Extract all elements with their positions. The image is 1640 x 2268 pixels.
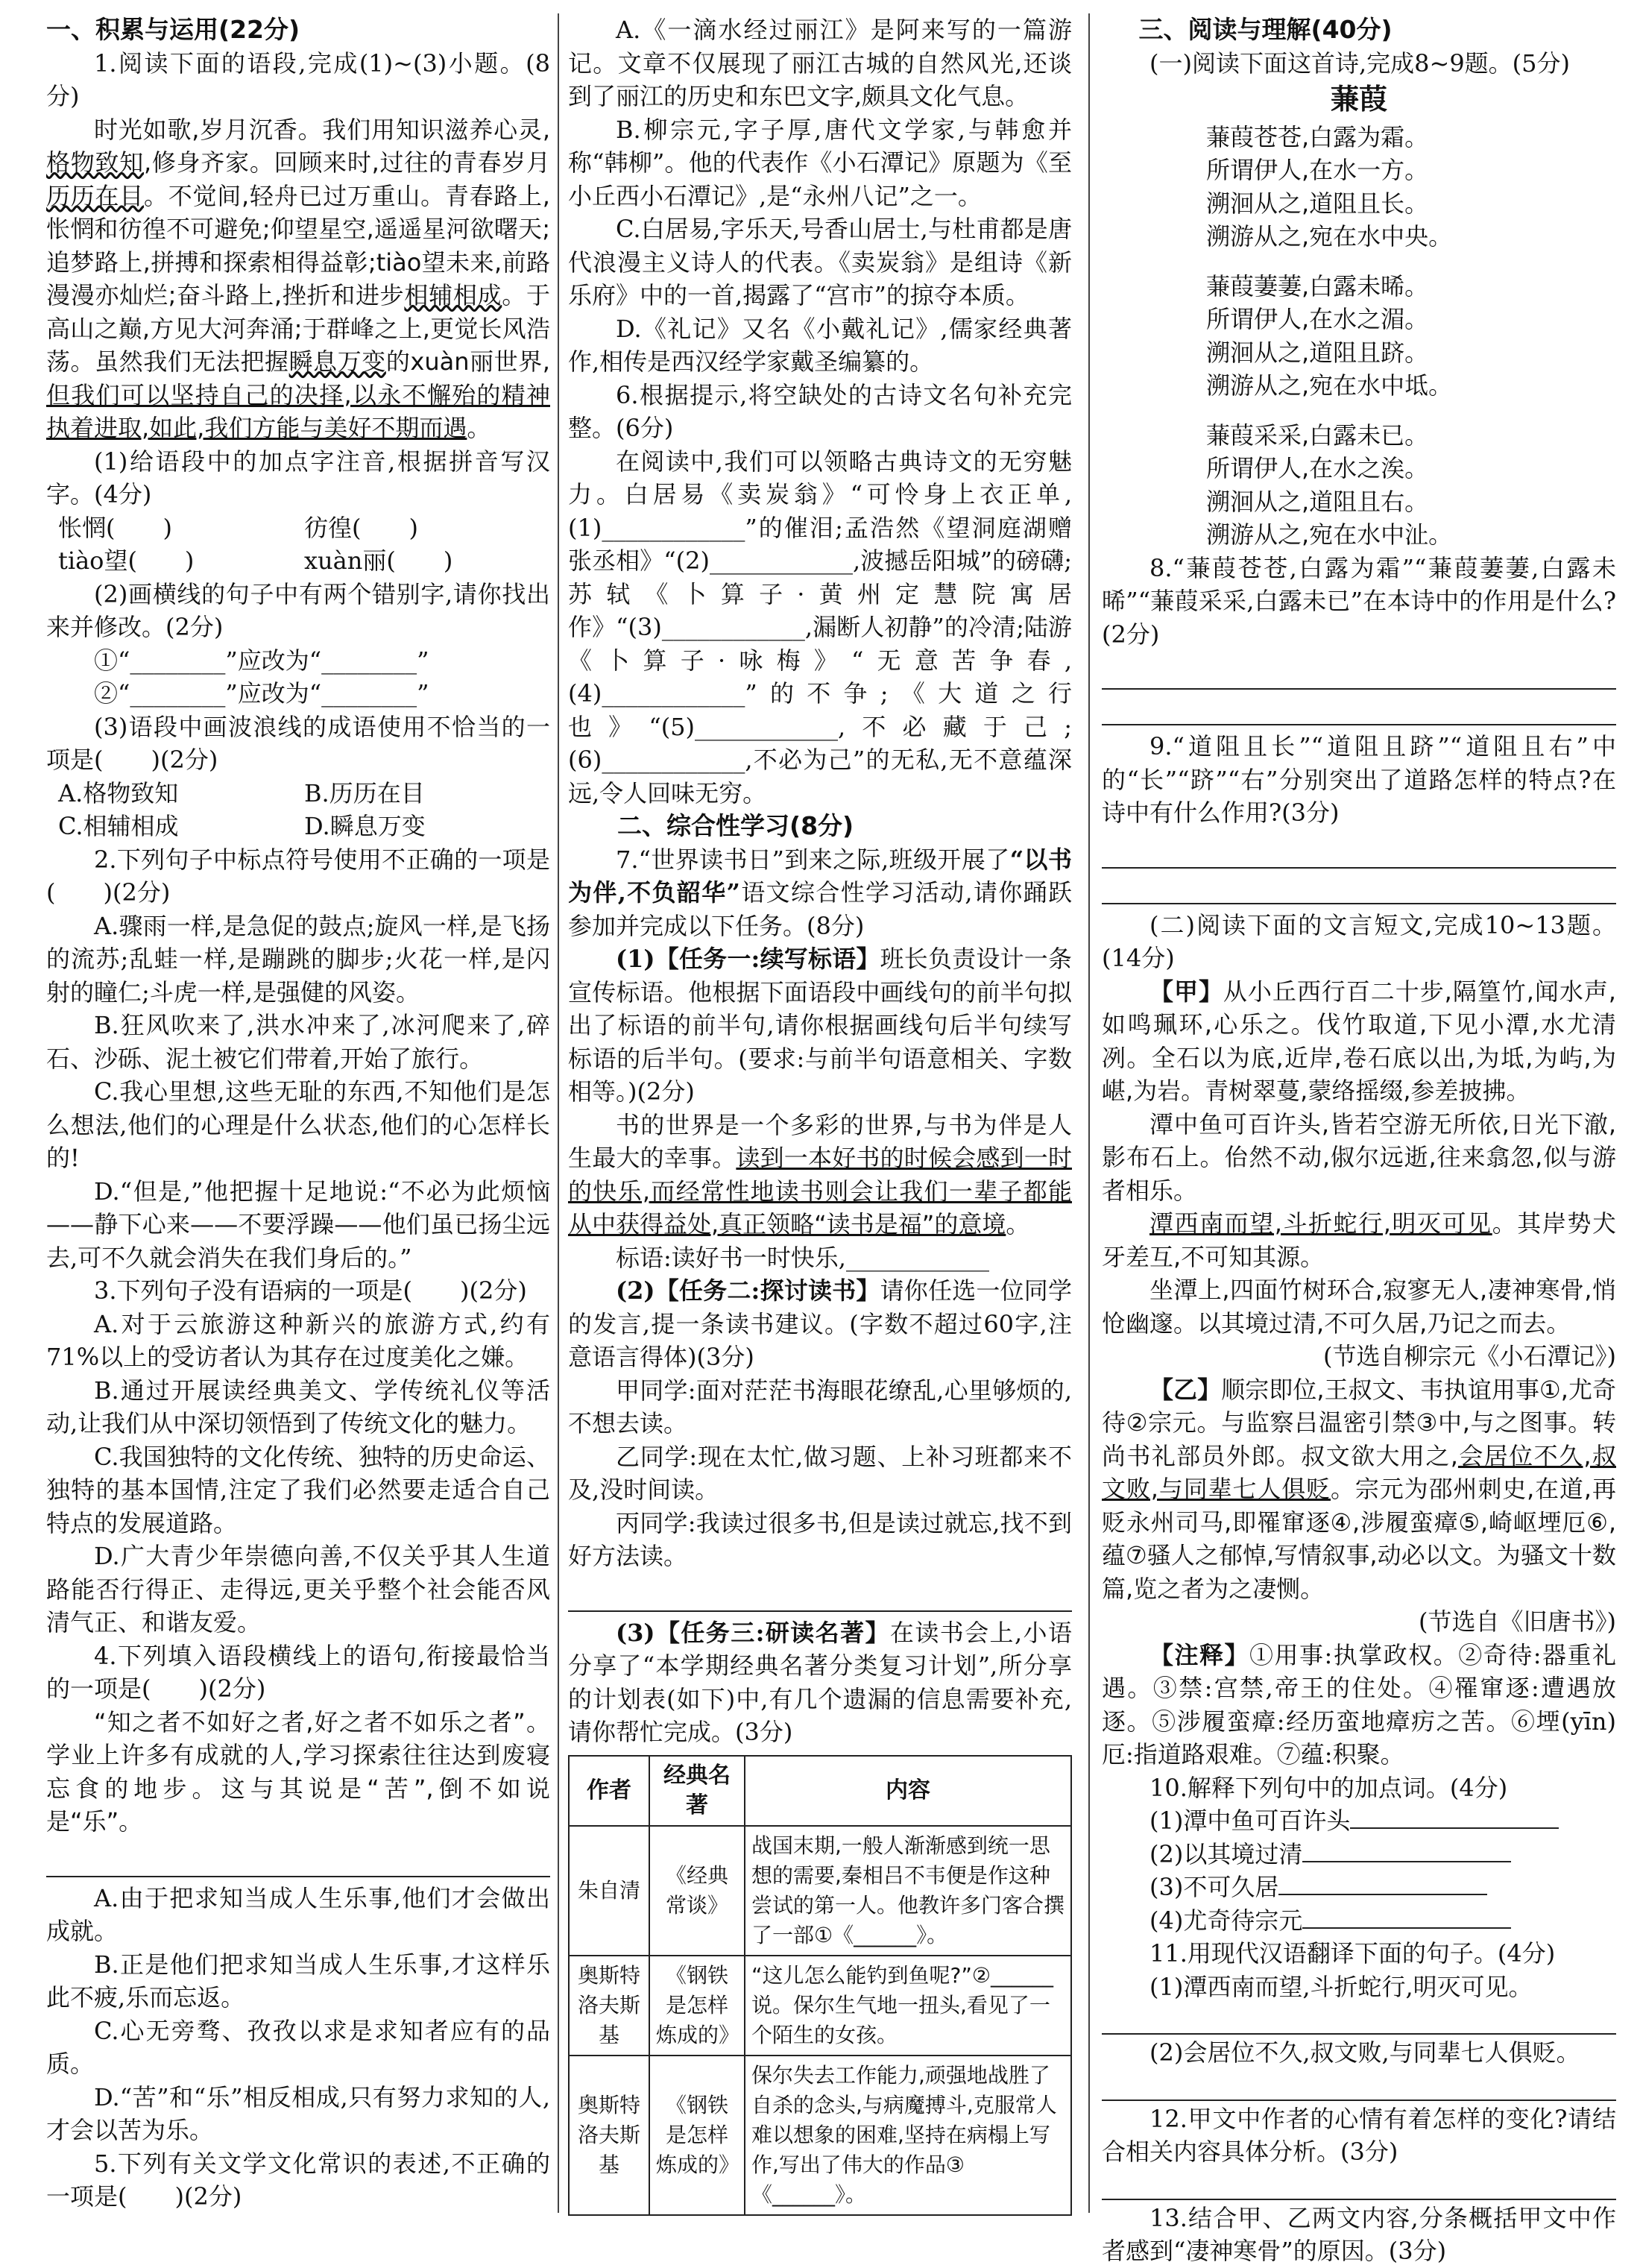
student-yi: 乙同学:现在太忙,做习题、上补习班都来不及,没时间读。 bbox=[568, 1442, 1072, 1504]
question-9: 9.“道阻且长”“道阻且跻”“道阻且右”中的“长”“跻”“右”分别突出了道路怎样的特点?在诗中有什么作用?(3分) bbox=[1102, 732, 1616, 827]
passage-yi: 【乙】顺宗即位,王叔文、韦执谊用事①,尤奇待②宗元。与监察吕温密引禁③中,与之图事。转尚书礼部员外郎。叔文欲大用之,会居位不久,叔文败,与同辈七人俱贬。宗元为邵州刺史,在道,再贬永州司马,即罹窜逐④,涉履蛮瘴⑤,崎岖堙厄⑥,蕴⑦骚人之郁悼,写情叙事,动必以文。为骚文十数篇,览之者为之凄恻。 bbox=[1102, 1375, 1616, 1603]
option: C.我心里想,这些无耻的东西,不知他们是怎么想法,他们的心理是什么状态,他们的心怎样长的! bbox=[46, 1077, 550, 1172]
answer-line[interactable] bbox=[1102, 2169, 1616, 2200]
task-1: (1)【任务一:续写标语】班长负责设计一条宣传标语。他根据下面语段中画线句的前半句拟出了标语的前半句,请你根据画线句后半句续写标语的后半句。(要求:与前半句语意相关、字数相等。)(2分) bbox=[568, 945, 1072, 1106]
notes: 【注释】①用事:执掌政权。②奇待:器重礼遇。③禁:宫禁,帝王的住处。④罹窜逐:遭遇放逐。⑤涉履蛮瘴:经历蛮地瘴疠之苦。⑥堙(yīn)厄:指道路艰难。⑦蕴:积聚。 bbox=[1102, 1640, 1616, 1768]
underlined-sentence: 读到一本好书的时候会感到一时的快乐,而经常性地读书则会让我们一辈子都能从中获得益处,真正领略“读书是福”的意境 bbox=[568, 1144, 1072, 1238]
question-1: 1.阅读下面的语段,完成(1)~(3)小题。(8分) bbox=[46, 48, 550, 110]
answer-line[interactable] bbox=[1102, 694, 1616, 725]
column-divider bbox=[1088, 13, 1090, 2213]
column-1 bbox=[46, 13, 550, 2214]
section-title: 三、阅读与理解(40分) bbox=[1138, 15, 1393, 44]
q11-item: (2)会居位不久,叔文败,与同辈七人俱贬。 bbox=[1149, 2038, 1580, 2067]
option: C.心无旁骛、孜孜以求是求知者应有的品质。 bbox=[46, 2016, 550, 2078]
option: B.狂风吹来了,洪水冲来了,冰河爬来了,碎石、沙砾、泥土被它们带着,开始了旅行。 bbox=[46, 1011, 550, 1073]
wavy-idiom: 格物致知 bbox=[46, 148, 144, 177]
table-header: 作者 经典名著 内容 bbox=[569, 1756, 1071, 1826]
q10-item: (1)潭中鱼可百许头 bbox=[1102, 1804, 1616, 1838]
question-5: 5.下列有关文学文化常识的表述,不正确的一项是( )(2分) bbox=[46, 2149, 550, 2211]
option-row: C.相辅相成 D.瞬息万变 bbox=[58, 812, 426, 840]
answer-line[interactable] bbox=[1102, 837, 1616, 869]
wavy-idiom: 相辅相成 bbox=[404, 281, 502, 309]
poem bbox=[1102, 121, 1616, 552]
q10-item: (3)不可久居 bbox=[1102, 1871, 1616, 1904]
column-divider bbox=[558, 13, 559, 2213]
source: (节选自《旧唐书》) bbox=[1419, 1607, 1616, 1636]
task-1-passage: 书的世界是一个多彩的世界,与书为伴是人生最大的幸事。读到一本好书的时候会感到一时的快乐,而经常性地读书则会让我们一辈子都能从中获得益处,真正领略“读书是福”的意境。 bbox=[568, 1110, 1072, 1238]
underlined-sentence: 但我们可以坚持自己的决择,以永不懈殆的精神执着进取,如此,我们方能与美好不期而遇 bbox=[46, 380, 550, 442]
passage-jia: 坐潭上,四面竹树环合,寂寥无人,凄神寒骨,悄怆幽邃。以其境过清,不可久居,乃记之而去。 bbox=[1102, 1276, 1616, 1338]
question-8: 8.“蒹葭苍苍,白露为霜”“蒹葭萋萋,白露未晞”“蒹葭采采,白露未已”在本诗中的作用是什么?(2分) bbox=[1102, 553, 1616, 649]
question-2: 2.下列句子中标点符号使用不正确的一项是( )(2分) bbox=[46, 845, 550, 907]
source: (节选自柳宗元《小石潭记》) bbox=[1323, 1342, 1616, 1370]
student-jia: 甲同学:面对茫茫书海眼花缭乱,心里够烦的,不想去读。 bbox=[568, 1376, 1072, 1437]
plan-table bbox=[568, 1755, 1072, 2216]
question-7: 7.“世界读书日”到来之际,班级开展了“以书为伴,不负韶华”语文综合性学习活动,请你踊跃参加并完成以下任务。(8分) bbox=[568, 845, 1072, 940]
q11-item: (1)潭西南而望,斗折蛇行,明灭可见。 bbox=[1149, 1972, 1533, 2001]
option: D.“苦”和“乐”相反相成,只有努力求知的人,才会以苦为乐。 bbox=[46, 2082, 550, 2144]
option: B.正是他们把求知当成人生乐事,才这样乐此不疲,乐而忘返。 bbox=[46, 1950, 550, 2012]
poem-stanza: 蒹葭苍苍,白露为霜。 所谓伊人,在水一方。 溯洄从之,道阻且长。 溯游从之,宛在水中央。 bbox=[1206, 122, 1453, 251]
q6-text: 在阅读中,我们可以领略古典诗文的无穷魅力。白居易《卖炭翁》“可怜身上衣正单,(1)____________”的催泪;孟浩然《望洞庭湖赠张丞相》“(2)____________,波撼岳阳城”的磅礴;苏轼《卜算子·黄州定慧院寓居作》“(3)____________,漏断人初静”的冷清;陆游《卜算子·咏梅》“无意苦争春,(4)____________”的不争;《大道之行也》“(5)____________,不必藏于己;(6)____________,不必为己”的无私,无不意蕴深远,令人回味无穷。 bbox=[568, 447, 1072, 807]
passage: 时光如歌,岁月沉香。我们用知识滋养心灵,格物致知,修身齐家。回顾来时,过往的青春岁月历历在目。不觉间,轻舟已过万重山。青春路上,怅惘和彷徨不可避免;仰望星空,遥遥星河欲曙天;追梦路上,拼搏和探索相得益彰;tiào望未来,前路漫漫亦灿烂;奋斗路上,挫折和进步相辅相成。于高山之巅,方见大河奔涌;于群峰之上,更觉长风浩荡。虽然我们无法把握瞬息万变的xuàn丽世界,但我们可以坚持自己的决择,以永不懈殆的精神执着进取,如此,我们方能与美好不期而遇。 bbox=[46, 115, 550, 442]
question-6: 6.根据提示,将空缺处的古诗文名句补充完整。(6分) bbox=[568, 380, 1072, 442]
option: D.《礼记》又名《小戴礼记》,儒家经典著作,相传是西汉经学家戴圣编纂的。 bbox=[568, 314, 1072, 376]
column-2 bbox=[568, 13, 1072, 2216]
option: A.骤雨一样,是急促的鼓点;旋风一样,是飞扬的流苏;乱蛙一样,是蹦跳的脚步;火花一样,是闪射的瞳仁;斗虎一样,是强健的风姿。 bbox=[46, 911, 550, 1007]
fix-line: ①“________”应改为“________” bbox=[94, 646, 429, 675]
slogan: 标语:读好书一时快乐,____________ bbox=[616, 1243, 989, 1272]
option: C.白居易,字乐天,号香山居士,与杜甫都是唐代浪漫主义诗人的代表。《卖炭翁》是组诗《新乐府》中的一首,揭露了“宫市”的掠夺本质。 bbox=[568, 215, 1072, 309]
answer-line[interactable] bbox=[1102, 873, 1616, 904]
answer-line[interactable] bbox=[568, 1581, 1072, 1612]
wavy-idiom: 瞬息万变 bbox=[288, 347, 386, 376]
option: D.“但是,”他把握十足地说:“不必为此烦恼——静下心来——不要浮躁——他们虽已扬尘远去,可不久就会消失在我们身后的。” bbox=[46, 1176, 550, 1272]
question-10: 10.解释下列句中的加点词。(4分) bbox=[1149, 1773, 1508, 1802]
q4-passage: “知之者不如好之者,好之者不如乐之者”。学业上许多有成就的人,学习探索往往达到废寝忘食的地步。这与其说是“苦”,倒不如说是“乐”。 bbox=[46, 1707, 550, 1836]
section-title: 二、综合性学习(8分) bbox=[617, 811, 854, 840]
pinyin-row: tiào望( ) xuàn丽( ) bbox=[58, 546, 453, 575]
option: D.广大青少年崇德向善,不仅关乎其人生道路能否行得正、走得远,更关乎整个社会能否风清气正、和谐友爱。 bbox=[46, 1542, 550, 1637]
answer-line[interactable] bbox=[1102, 2070, 1616, 2101]
task-2: (2)【任务二:探讨读书】请你任选一位同学的发言,提一条读书建议。(字数不超过60字,注意语言得体)(3分) bbox=[568, 1276, 1072, 1371]
answer-line[interactable] bbox=[1102, 2003, 1616, 2035]
question-1-2: (2)画横线的句子中有两个错别字,请你找出来并修改。(2分) bbox=[46, 579, 550, 641]
table-row: 奥斯特洛夫斯基 《钢铁是怎样炼成的》 保尔失去工作能力,顽强地战胜了自杀的念头,与病魔搏斗,克服常人难以想象的困难,坚持在病榻上写作,写出了伟大的作品③《______》。 bbox=[569, 2056, 1071, 2215]
task-3: (3)【任务三:研读名著】在读书会上,小语分享了“本学期经典名著分类复习计划”,所分享的计划表(如下)中,有几个遗漏的信息需要补充,请你帮忙完成。(3分) bbox=[568, 1618, 1072, 1746]
passage-jia: 潭西南而望,斗折蛇行,明灭可见。其岸势犬牙差互,不可知其源。 bbox=[1102, 1209, 1616, 1271]
passage-jia: 潭中鱼可百许头,皆若空游无所依,日光下澈,影布石上。佁然不动,俶尔远逝,往来翕忽,似与游者相乐。 bbox=[1102, 1109, 1616, 1205]
student-bing: 丙同学:我读过很多书,但是读过就忘,找不到好方法读。 bbox=[568, 1508, 1072, 1570]
question-4: 4.下列填入语段横线上的语句,衔接最恰当的一项是( )(2分) bbox=[46, 1641, 550, 1703]
question-1-1: (1)给语段中的加点字注音,根据拼音写汉字。(4分) bbox=[46, 447, 550, 508]
poem-stanza: 蒹葭萋萋,白露未晞。 所谓伊人,在水之湄。 溯洄从之,道阻且跻。 溯游从之,宛在水中坻。 bbox=[1206, 271, 1453, 400]
question-1-3: (3)语段中画波浪线的成语使用不恰当的一项是( )(2分) bbox=[46, 712, 550, 774]
option: C.我国独特的文化传统、独特的历史命运、独特的基本国情,注定了我们必然要走适合自己特点的发展道路。 bbox=[46, 1442, 550, 1537]
table-row: 朱自清 《经典常谈》 战国末期,一般人渐渐感到统一思想的需要,秦相吕不韦便是作这种尝试的第一人。他教许多门客合撰了一部①《______》。 bbox=[569, 1826, 1071, 1956]
option: A.《一滴水经过丽江》是阿来写的一篇游记。文章不仅展现了丽江古城的自然风光,还谈到了丽江的历史和东巴文字,颇具文化气息。 bbox=[568, 16, 1072, 110]
answer-line[interactable] bbox=[46, 1846, 550, 1877]
question-12: 12.甲文中作者的心情有着怎样的变化?请结合相关内容具体分析。(3分) bbox=[1102, 2104, 1616, 2166]
part-2-intro: (二)阅读下面的文言短文,完成10~13题。(14分) bbox=[1102, 910, 1616, 972]
option: A.由于把求知当成人生乐事,他们才会做出成就。 bbox=[46, 1883, 550, 1945]
underlined-sentence: 会居位不久,叔文败,与同辈七人俱贬 bbox=[1102, 1441, 1616, 1503]
q10-item: (2)以其境过清 bbox=[1102, 1838, 1616, 1871]
pinyin-row: 怅惘( ) 彷徨( ) bbox=[58, 513, 418, 542]
passage-jia: 【甲】从小丘西行百二十步,隔篁竹,闻水声,如鸣珮环,心乐之。伐竹取道,下见小潭,水尤清冽。全石以为底,近岸,卷石底以出,为坻,为屿,为嵁,为岩。青树翠蔓,蒙络摇缀,参差披拂。 bbox=[1102, 977, 1616, 1105]
option: B.通过开展读经典美文、学传统礼仪等活动,让我们从中深切领悟到了传统文化的魅力。 bbox=[46, 1376, 550, 1437]
fix-line: ②“________”应改为“________” bbox=[94, 679, 429, 708]
part-1-intro: (一)阅读下面这首诗,完成8~9题。(5分) bbox=[1149, 48, 1571, 78]
option: B.柳宗元,字子厚,唐代文学家,与韩愈并称“韩柳”。他的代表作《小石潭记》原题为《至小丘西小石潭记》,是“永州八记”之一。 bbox=[568, 115, 1072, 210]
question-13: 13.结合甲、乙两文内容,分条概括甲文中作者感到“凄神寒骨”的原因。(3分) bbox=[1102, 2203, 1616, 2265]
table-row: 奥斯特洛夫斯基 《钢铁是怎样炼成的》 “这儿怎么能钓到鱼呢?”②______说。保尔生气地一扭头,看见了一个陌生的女孩。 bbox=[569, 1956, 1071, 2056]
poem-title: 蒹葭 bbox=[1330, 83, 1387, 116]
option-row: A.格物致知 B.历历在目 bbox=[58, 778, 425, 807]
option: A.对于云旅游这种新兴的旅游方式,约有71%以上的受访者认为其存在过度美化之嫌。 bbox=[46, 1309, 550, 1371]
answer-line[interactable] bbox=[1102, 658, 1616, 690]
wavy-idiom: 历历在目 bbox=[46, 181, 144, 210]
underlined-sentence: 潭西南而望,斗折蛇行,明灭可见 bbox=[1149, 1209, 1492, 1238]
q10-item: (4)尤奇待宗元 bbox=[1102, 1904, 1616, 1938]
question-3: 3.下列句子没有语病的一项是( )(2分) bbox=[94, 1276, 527, 1305]
column-3 bbox=[1102, 13, 1616, 2268]
question-11: 11.用现代汉语翻译下面的句子。(4分) bbox=[1149, 1939, 1556, 1968]
poem-stanza: 蒹葭采采,白露未已。 所谓伊人,在水之涘。 溯洄从之,道阻且右。 溯游从之,宛在水中沚。 bbox=[1206, 420, 1453, 549]
section-title: 一、积累与运用(22分) bbox=[46, 15, 300, 44]
